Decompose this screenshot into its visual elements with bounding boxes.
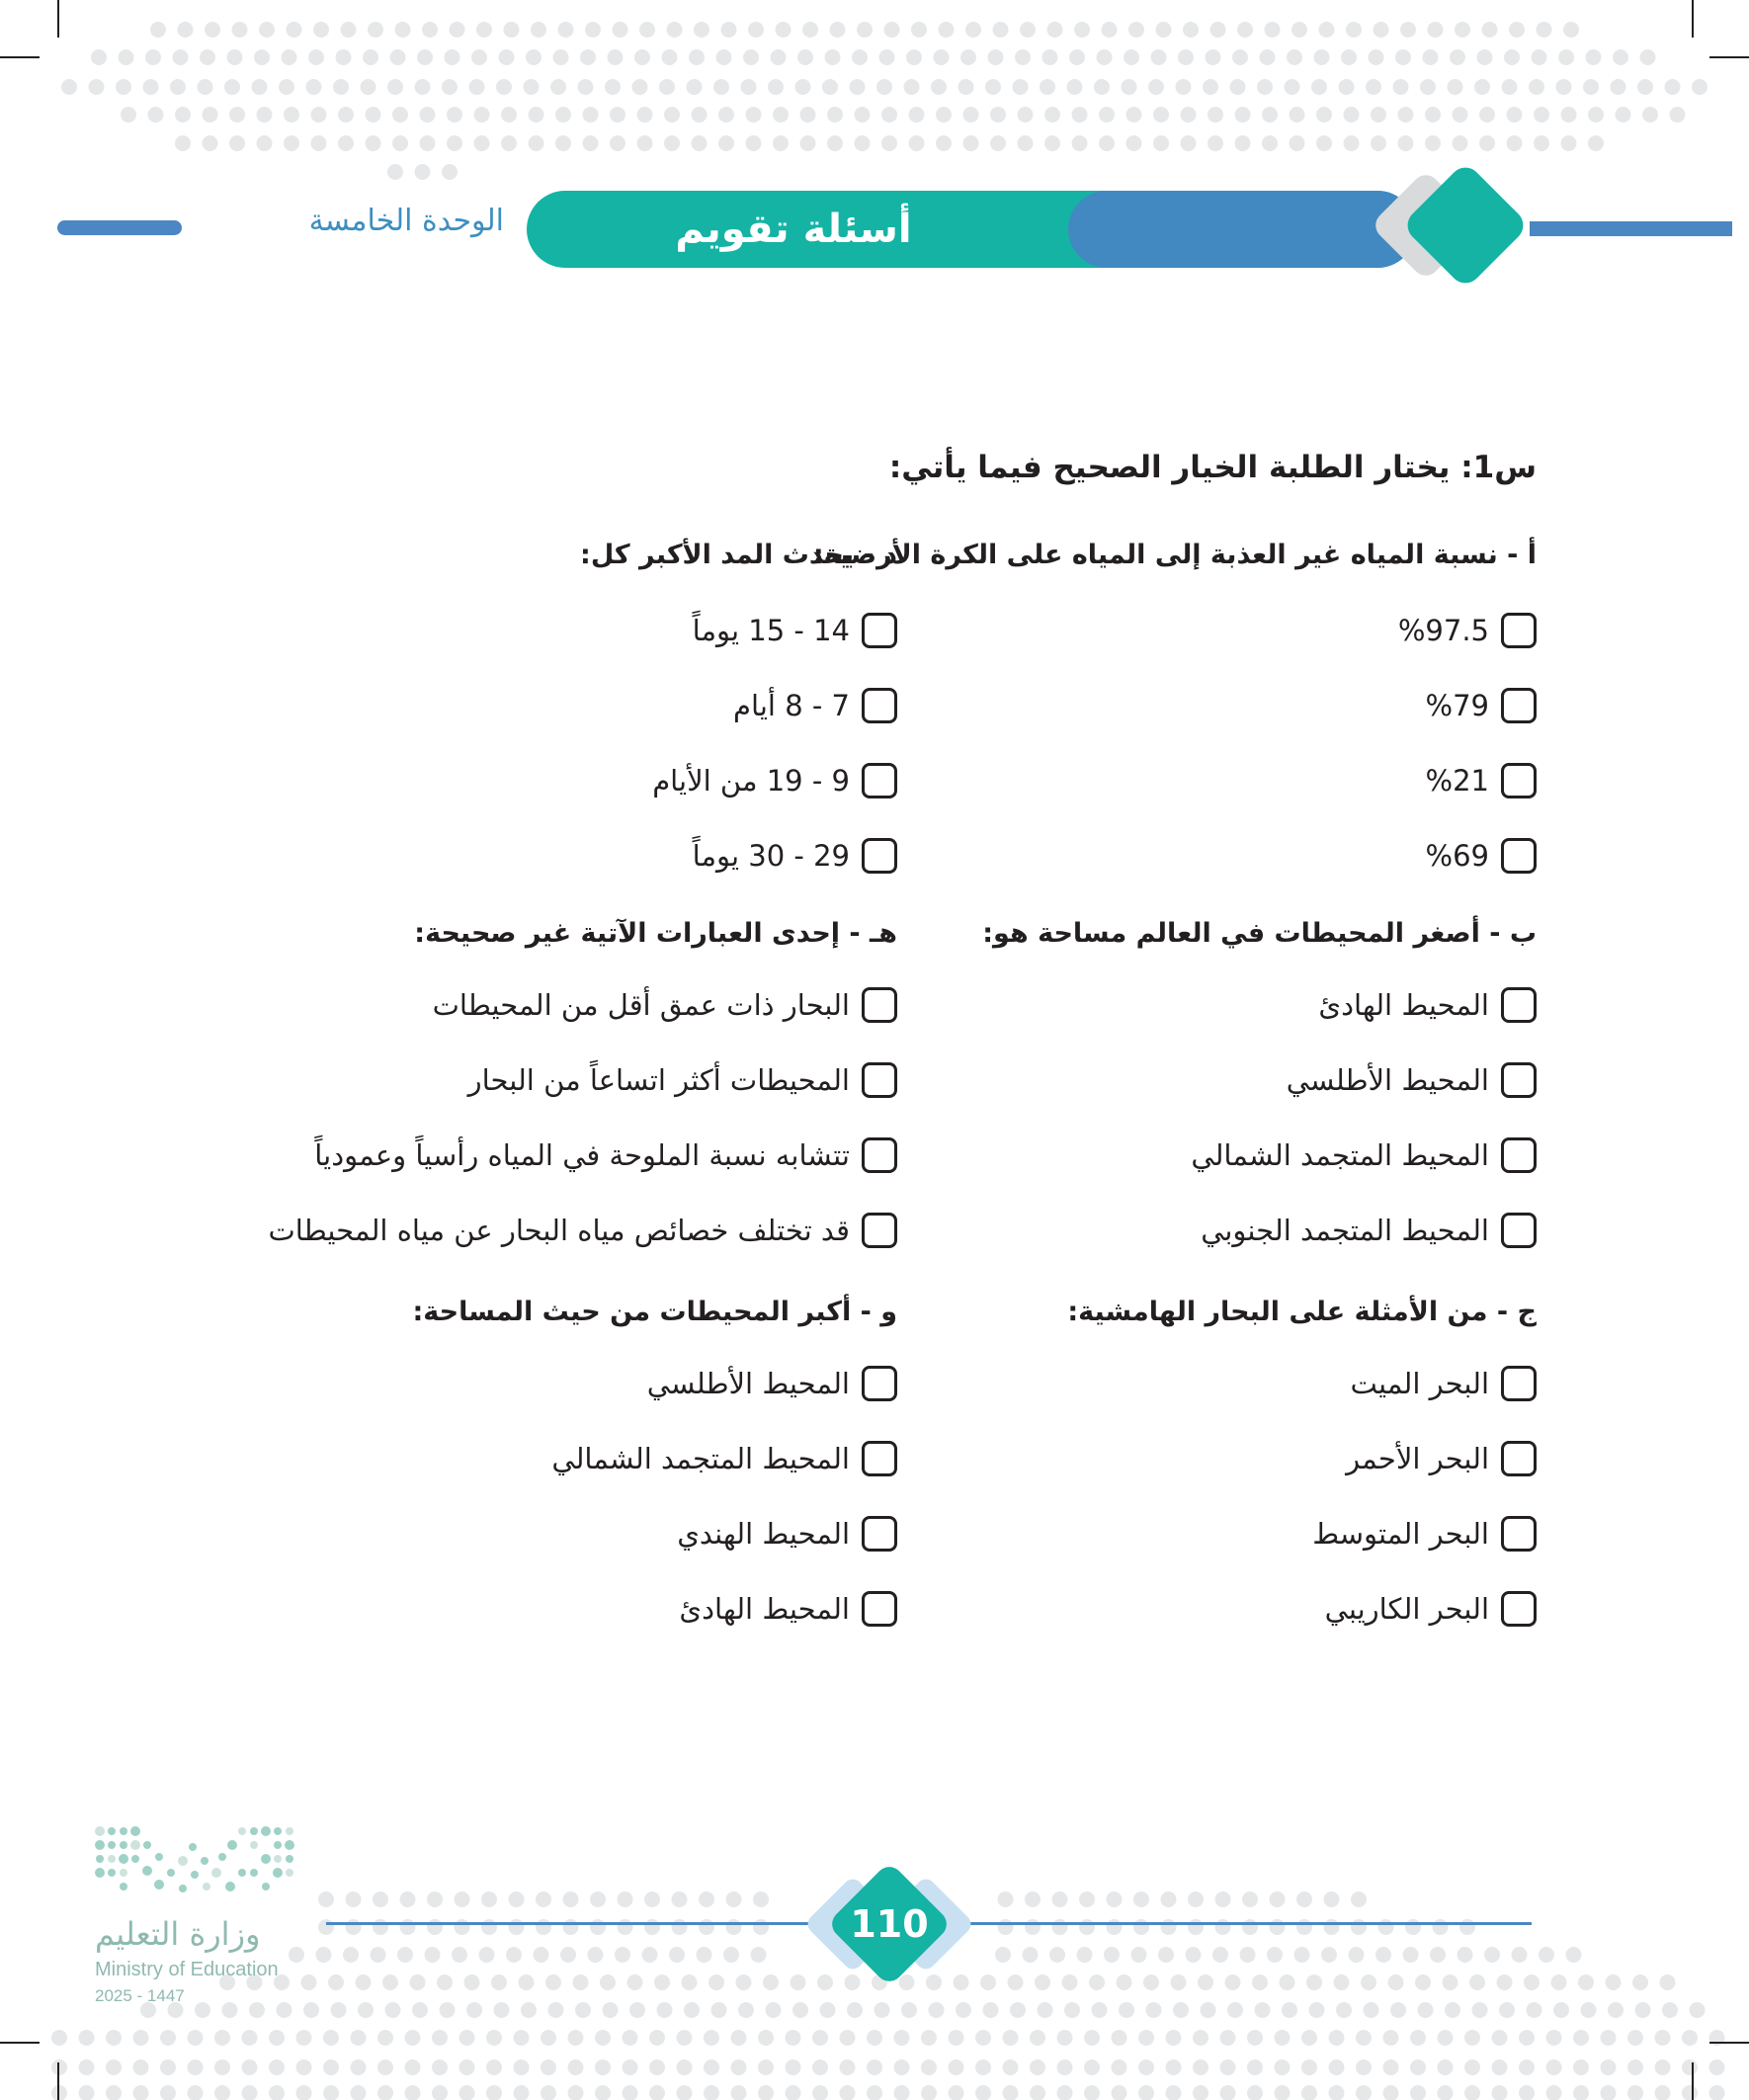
option-label: البحار ذات عمق أقل من المحيطات (432, 988, 850, 1022)
option-label: %79 (1425, 689, 1489, 722)
question-group-a (813, 536, 1537, 876)
option-checkbox[interactable] (862, 838, 897, 874)
answer-option[interactable] (412, 1439, 897, 1478)
option-label: البحر الميت (1350, 1367, 1489, 1400)
answer-option[interactable] (268, 1060, 897, 1100)
option-label: 29 - 30 يوماً (692, 839, 850, 873)
option-checkbox[interactable] (862, 1137, 897, 1173)
option-label: 7 - 8 أيام (733, 689, 850, 722)
page-number: 110 (850, 1902, 929, 1946)
crop-mark (57, 0, 59, 38)
header-accent-bar (57, 220, 182, 235)
option-label: %21 (1425, 764, 1489, 798)
option-label: 9 - 19 من الأيام (652, 764, 850, 798)
question-e-title: هـ - إحدى العبارات الآتية غير صحيحة: (414, 918, 897, 949)
option-checkbox[interactable] (1501, 1137, 1537, 1173)
question-group-e (268, 914, 897, 1250)
option-label: البحر الأحمر (1346, 1442, 1489, 1475)
option-checkbox[interactable] (1501, 1062, 1537, 1098)
answer-option[interactable] (412, 1514, 897, 1554)
crop-mark (1692, 2062, 1694, 2100)
header-accent-bar (1530, 221, 1732, 236)
option-checkbox[interactable] (1501, 613, 1537, 648)
question-c-title: ج - من الأمثلة على البحار الهامشية: (1067, 1297, 1537, 1327)
question-d-title: د - يحدث المد الأكبر كل: (580, 540, 897, 570)
option-label: قد تختلف خصائص مياه البحار عن مياه المحيطات (268, 1214, 850, 1247)
answer-option[interactable] (580, 611, 897, 650)
crop-mark (0, 56, 40, 58)
answer-option[interactable] (580, 761, 897, 800)
option-label: المحيط المتجمد الجنوبي (1201, 1214, 1489, 1247)
option-checkbox[interactable] (1501, 763, 1537, 798)
option-label: المحيط الهندي (677, 1517, 850, 1551)
answer-option[interactable] (1067, 1364, 1537, 1403)
answer-option[interactable] (982, 985, 1537, 1025)
option-label: %97.5 (1397, 614, 1489, 647)
question-group-f (412, 1293, 897, 1629)
question-b-title: ب - أصغر المحيطات في العالم مساحة هو: (982, 918, 1537, 949)
answer-option[interactable] (268, 1135, 897, 1175)
option-label: 14 - 15 يوماً (692, 614, 850, 647)
option-checkbox[interactable] (862, 987, 897, 1023)
option-checkbox[interactable] (1501, 688, 1537, 723)
crop-mark (1692, 0, 1694, 38)
option-checkbox[interactable] (1501, 1213, 1537, 1248)
answer-option[interactable] (268, 1211, 897, 1250)
option-label: %69 (1425, 839, 1489, 873)
answer-option[interactable] (268, 985, 897, 1025)
option-checkbox[interactable] (862, 688, 897, 723)
crop-mark (1709, 56, 1749, 58)
crop-mark (0, 2042, 40, 2044)
option-label: المحيط المتجمد الشمالي (1191, 1138, 1489, 1172)
answer-option[interactable] (412, 1589, 897, 1629)
answer-option[interactable] (982, 1211, 1537, 1250)
option-checkbox[interactable] (862, 1441, 897, 1476)
crop-mark (1709, 2042, 1749, 2044)
ministry-logo-icon (94, 1823, 311, 1902)
title-banner (527, 191, 1416, 268)
option-checkbox[interactable] (862, 1591, 897, 1627)
diamond-emblem-icon (1369, 158, 1546, 296)
unit-label: الوحدة الخامسة (308, 204, 504, 238)
option-label: المحيط الأطلسي (646, 1367, 850, 1400)
ministry-name-english: Ministry of Education (95, 1959, 279, 1980)
option-checkbox[interactable] (862, 1516, 897, 1552)
question-group-d (580, 536, 897, 876)
answer-option[interactable] (580, 686, 897, 725)
question-header: س1: يختار الطلبة الخيار الصحيح فيما يأتي: (888, 450, 1537, 485)
answer-option[interactable] (1067, 1589, 1537, 1629)
option-checkbox[interactable] (862, 1366, 897, 1401)
option-checkbox[interactable] (1501, 987, 1537, 1023)
answer-option[interactable] (813, 761, 1537, 800)
answer-option[interactable] (982, 1060, 1537, 1100)
option-label: البحر المتوسط (1312, 1517, 1489, 1551)
answer-option[interactable] (813, 611, 1537, 650)
question-a-title: أ - نسبة المياه غير العذبة إلى المياه على الكرة الأرضية: (812, 540, 1537, 570)
option-label: المحيط الهادئ (679, 1592, 850, 1626)
option-label: المحيط الهادئ (1318, 988, 1489, 1022)
crop-mark (57, 2062, 59, 2100)
option-checkbox[interactable] (1501, 1591, 1537, 1627)
answer-option[interactable] (412, 1364, 897, 1403)
option-checkbox[interactable] (1501, 1366, 1537, 1401)
option-checkbox[interactable] (862, 613, 897, 648)
option-label: البحر الكاريبي (1324, 1592, 1489, 1626)
answer-option[interactable] (982, 1135, 1537, 1175)
question-group-c (1067, 1293, 1537, 1629)
question-f-title: و - أكبر المحيطات من حيث المساحة: (412, 1297, 897, 1327)
option-label: المحيط الأطلسي (1286, 1063, 1489, 1097)
answer-option[interactable] (1067, 1439, 1537, 1478)
page-title: أسئلة تقويم (675, 207, 912, 252)
option-checkbox[interactable] (1501, 1516, 1537, 1552)
option-label: المحيط المتجمد الشمالي (551, 1442, 850, 1475)
option-checkbox[interactable] (862, 1062, 897, 1098)
option-checkbox[interactable] (862, 1213, 897, 1248)
option-label: المحيطات أكثر اتساعاً من البحار (467, 1063, 850, 1097)
ministry-name-arabic: وزارة التعليم (95, 1915, 261, 1953)
option-checkbox[interactable] (862, 763, 897, 798)
option-label: تتشابه نسبة الملوحة في المياه رأسياً وعمودياً (314, 1138, 850, 1172)
option-checkbox[interactable] (1501, 838, 1537, 874)
answer-option[interactable] (813, 836, 1537, 876)
option-checkbox[interactable] (1501, 1441, 1537, 1476)
answer-option[interactable] (1067, 1514, 1537, 1554)
ministry-year: 2025 - 1447 (95, 1986, 185, 2005)
title-banner-accent (1068, 191, 1416, 268)
answer-option[interactable] (580, 836, 897, 876)
question-group-b (982, 914, 1537, 1250)
answer-option[interactable] (813, 686, 1537, 725)
